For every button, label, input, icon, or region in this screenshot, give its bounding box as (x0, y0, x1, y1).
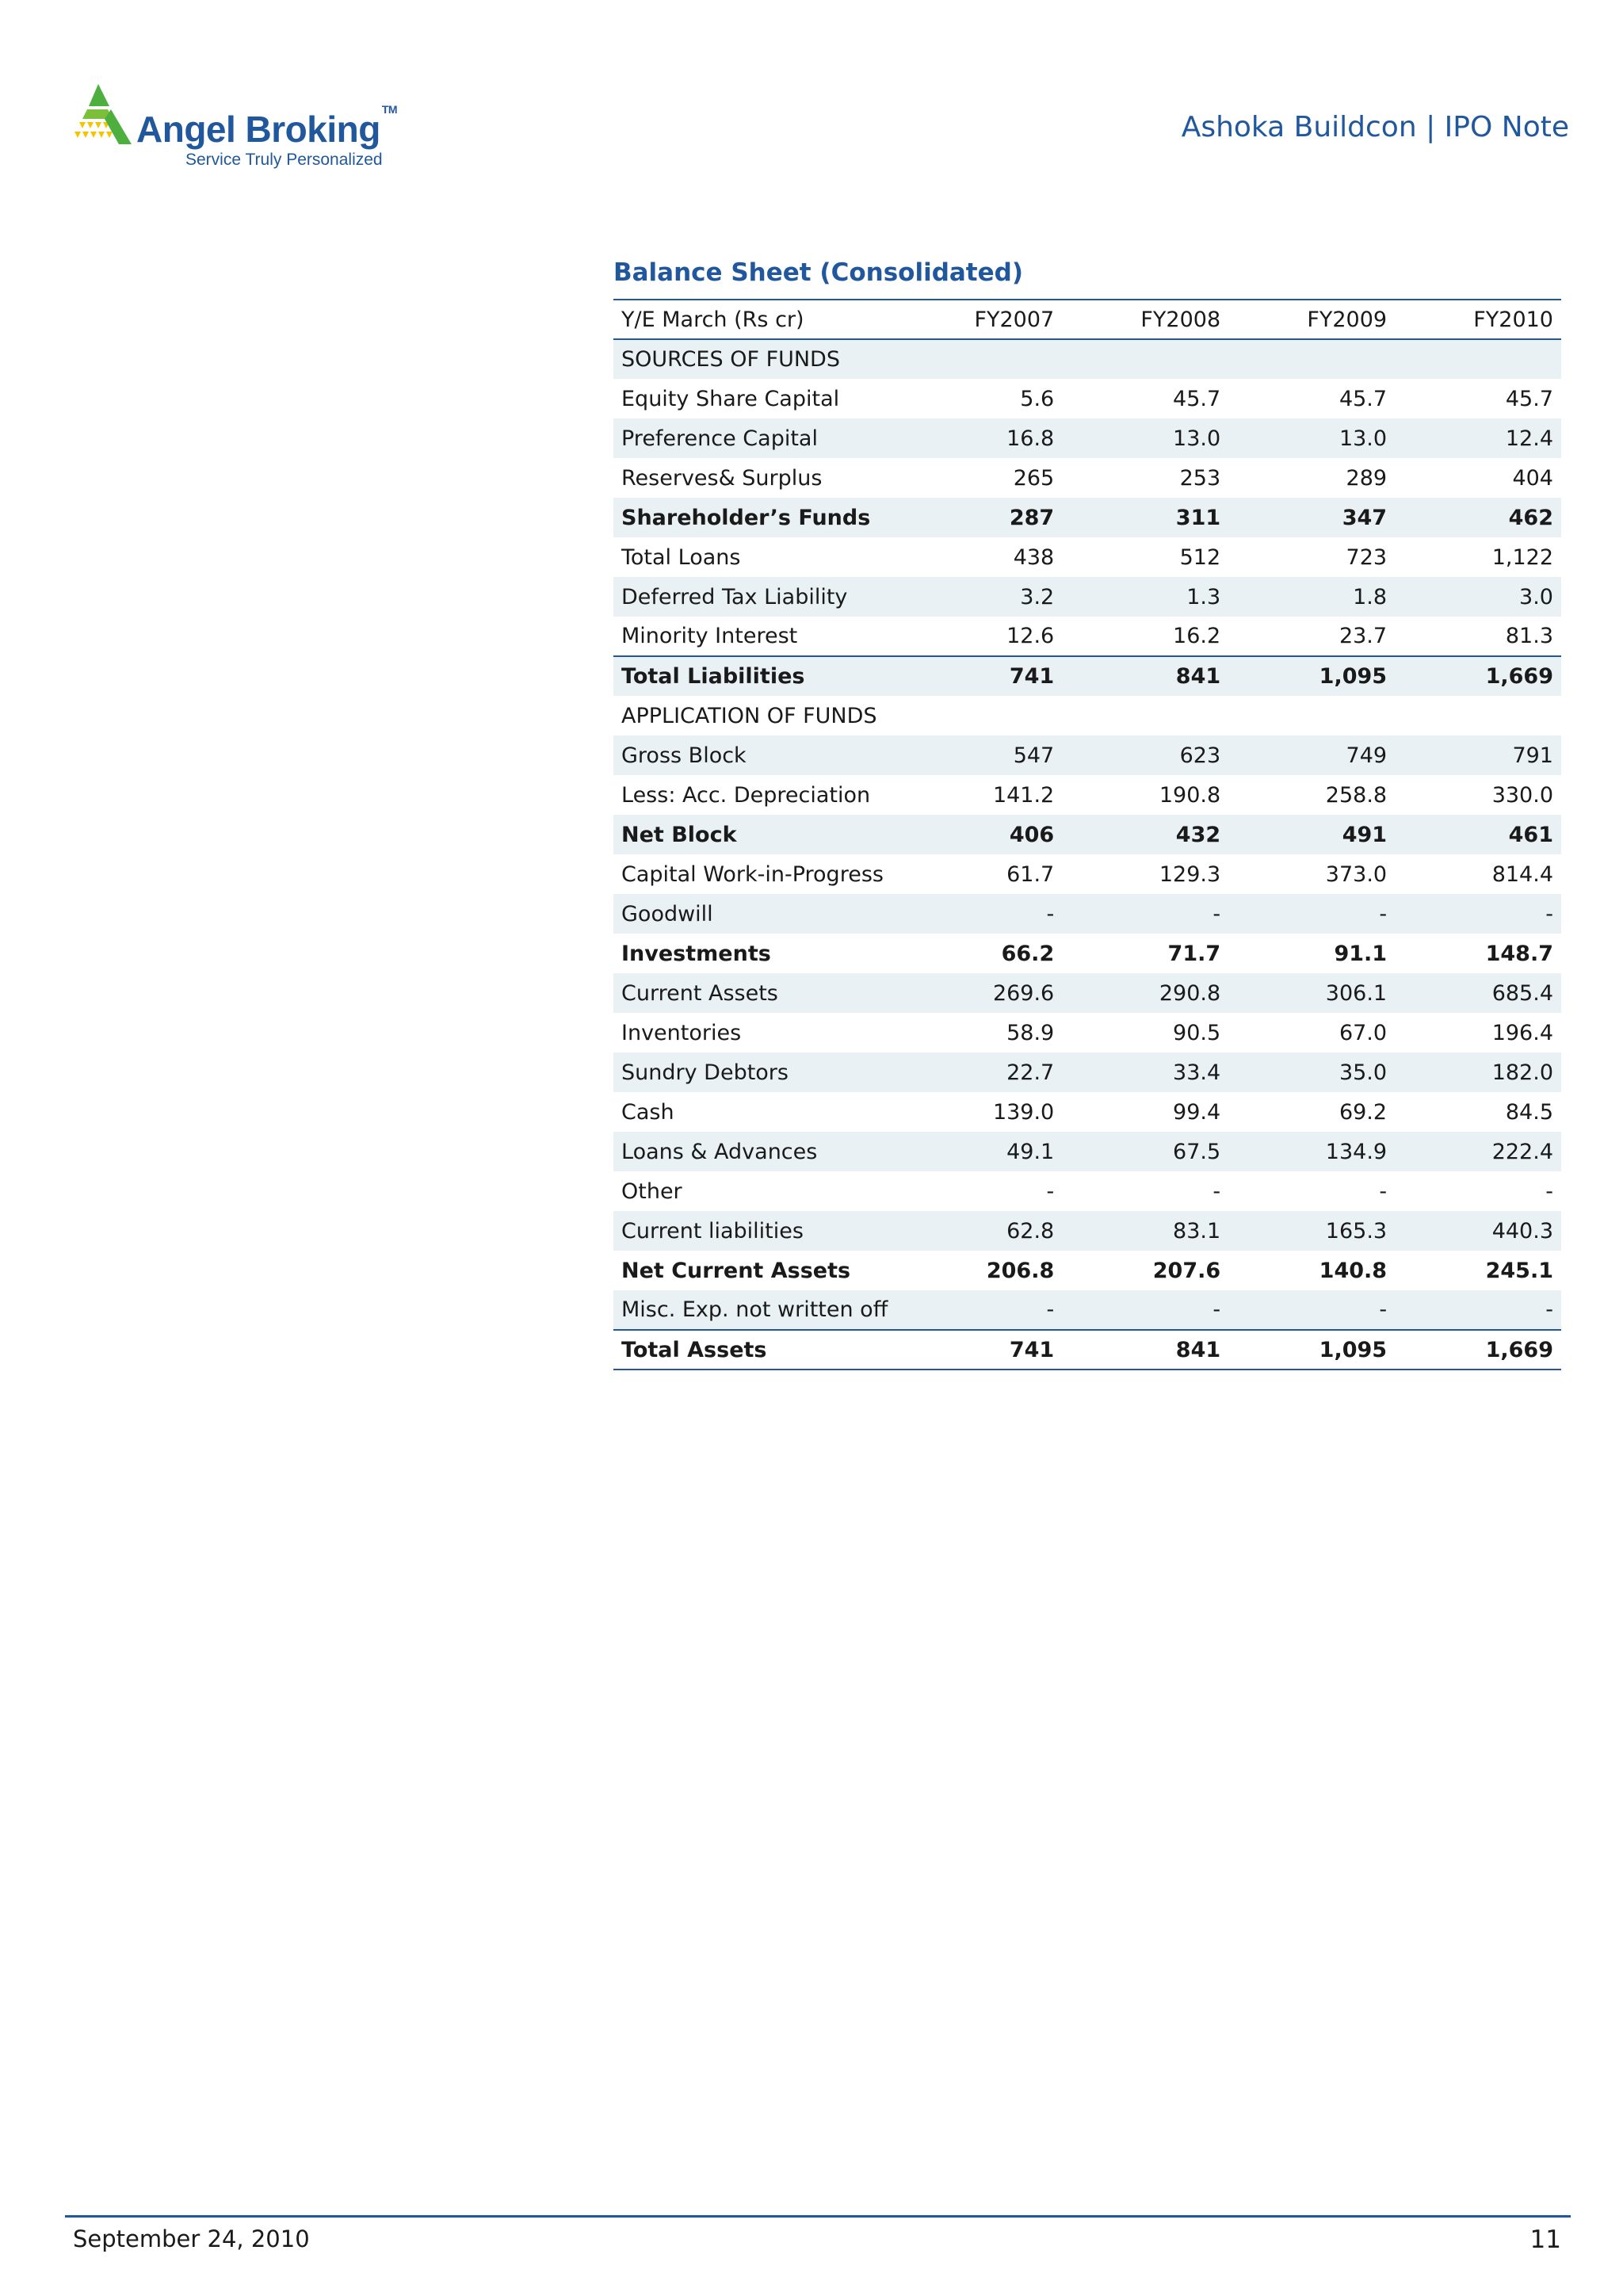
table-row (613, 1290, 1561, 1330)
table-row (613, 815, 1561, 854)
row-value: 685.4 (1395, 973, 1561, 1013)
row-value: 49.1 (896, 1132, 1062, 1171)
row-value: - (1228, 1290, 1395, 1330)
row-value: 222.4 (1395, 1132, 1561, 1171)
footer-rule (65, 2215, 1571, 2218)
row-value: 13.0 (1062, 418, 1228, 458)
table-body (613, 339, 1561, 1370)
table-row (613, 418, 1561, 458)
row-value (896, 339, 1062, 379)
row-value: 258.8 (1325, 782, 1388, 808)
row-value (1395, 339, 1561, 379)
row-value: 290.8 (1062, 973, 1228, 1013)
table-row (613, 973, 1561, 1013)
row-label: Reserves& Surplus (621, 465, 823, 491)
table-row (613, 577, 1561, 617)
row-value: 13.0 (1228, 418, 1395, 458)
row-value: 814.4 (1491, 861, 1553, 887)
table-row (613, 498, 1561, 537)
brand-tagline: Service Truly Personalized (185, 151, 383, 169)
row-value: 791 (1395, 735, 1561, 775)
row-value: 84.5 (1505, 1099, 1553, 1125)
row-value: - (1046, 1179, 1055, 1204)
row-value: - (1395, 894, 1561, 934)
row-label: APPLICATION OF FUNDS (621, 703, 877, 728)
row-value: 3.0 (1395, 577, 1561, 617)
row-value: 134.9 (1228, 1132, 1395, 1171)
row-label: Total Loans (621, 544, 741, 570)
row-value: 182.0 (1395, 1052, 1561, 1092)
row-label: Goodwill (613, 894, 896, 934)
table-row (613, 854, 1561, 894)
row-value: 5.6 (1020, 386, 1055, 411)
column-header-year: FY2007 (974, 307, 1055, 332)
row-value (1395, 696, 1561, 735)
row-value: 12.6 (1006, 624, 1055, 648)
row-value: 22.7 (896, 1052, 1062, 1092)
row-label: Total Liabilities (613, 656, 896, 696)
page-number: 11 (1529, 2225, 1561, 2254)
row-value: 841 (1175, 1337, 1221, 1362)
row-value: 66.2 (1001, 941, 1055, 966)
row-label: Preference Capital (613, 418, 896, 458)
row-value: 196.4 (1491, 1020, 1553, 1045)
row-value: 67.0 (1338, 1020, 1388, 1045)
row-value: 99.4 (1173, 1099, 1221, 1125)
row-value: - (1379, 1179, 1388, 1204)
row-value: 265 (1013, 465, 1055, 491)
table-row (613, 934, 1561, 973)
row-value: 723 (1346, 544, 1388, 570)
column-header-label: Y/E March (Rs cr) (621, 307, 804, 332)
row-value: 1,669 (1485, 1337, 1553, 1362)
row-value: - (1062, 1290, 1228, 1330)
brand-trademark: TM (381, 103, 398, 116)
row-label: Gross Block (613, 735, 896, 775)
row-value: 35.0 (1228, 1052, 1395, 1092)
row-value: 1.3 (1062, 577, 1228, 617)
row-label: Net Block (613, 815, 896, 854)
column-header-year: FY2008 (1140, 307, 1221, 332)
table-row (613, 1092, 1561, 1132)
row-value: 462 (1395, 498, 1561, 537)
table-row (613, 1052, 1561, 1092)
row-value: 841 (1062, 656, 1228, 696)
row-value: - (1212, 1179, 1221, 1204)
row-value: 311 (1062, 498, 1228, 537)
row-value: 1.8 (1228, 577, 1395, 617)
table-row (613, 537, 1561, 577)
row-value: 1,122 (1491, 544, 1553, 570)
row-value: 1,095 (1228, 656, 1395, 696)
row-value: 91.1 (1334, 941, 1388, 966)
row-value (1228, 339, 1395, 379)
row-value: - (1062, 894, 1228, 934)
row-value: 71.7 (1167, 941, 1221, 966)
row-value: 253 (1179, 465, 1221, 491)
row-value: 61.7 (1006, 861, 1055, 887)
row-value: 287 (896, 498, 1062, 537)
table-row (613, 339, 1561, 379)
row-label: Cash (621, 1099, 674, 1125)
table-row (613, 696, 1561, 735)
row-value: 62.8 (896, 1211, 1062, 1251)
row-value: 23.7 (1338, 624, 1388, 648)
row-value (1062, 696, 1228, 735)
row-label: Investments (621, 941, 771, 966)
row-value: 45.7 (1173, 386, 1221, 411)
row-label: Total Assets (621, 1337, 767, 1362)
row-value: 741 (1009, 1337, 1055, 1362)
row-value: 141.2 (992, 782, 1055, 808)
table-header-row (613, 300, 1561, 339)
row-value: 190.8 (1159, 782, 1221, 808)
row-value: 432 (1062, 815, 1228, 854)
row-value: 491 (1228, 815, 1395, 854)
row-label: Less: Acc. Depreciation (621, 782, 871, 808)
brand-logo (70, 82, 403, 178)
document-header-title: Ashoka Buildcon | IPO Note (1181, 111, 1569, 143)
balance-sheet-table (613, 299, 1561, 1370)
table-row (613, 1251, 1561, 1290)
table-row (613, 458, 1561, 498)
row-value: 269.6 (896, 973, 1062, 1013)
row-value: 512 (1179, 544, 1221, 570)
row-label: Equity Share Capital (621, 386, 840, 411)
row-value: 81.3 (1505, 624, 1553, 648)
row-value: 33.4 (1062, 1052, 1228, 1092)
row-value: 1,669 (1395, 656, 1561, 696)
row-label: Net Current Assets (621, 1258, 851, 1283)
row-value: 547 (896, 735, 1062, 775)
row-value (1228, 696, 1395, 735)
row-value: 129.3 (1159, 861, 1221, 887)
row-value: 404 (1512, 465, 1553, 491)
footer-date: September 24, 2010 (73, 2225, 310, 2252)
row-value: 347 (1228, 498, 1395, 537)
row-value: 16.8 (896, 418, 1062, 458)
row-value: - (896, 1290, 1062, 1330)
row-value: - (1395, 1290, 1561, 1330)
row-label: Other (621, 1179, 682, 1204)
row-label: Deferred Tax Liability (613, 577, 896, 617)
row-value: 289 (1346, 465, 1388, 491)
row-label: Shareholder’s Funds (613, 498, 896, 537)
row-value: - (896, 894, 1062, 934)
brand-name: Angel Broking ™ (136, 103, 398, 150)
row-value: 749 (1228, 735, 1395, 775)
row-label: Capital Work-in-Progress (621, 861, 884, 887)
row-label: Misc. Exp. not written off (613, 1290, 896, 1330)
table-row (613, 1013, 1561, 1052)
table-row (613, 1211, 1561, 1251)
row-value (1062, 339, 1228, 379)
table-row (613, 656, 1561, 696)
table-row (613, 894, 1561, 934)
row-value: 245.1 (1485, 1258, 1553, 1283)
row-value: 461 (1395, 815, 1561, 854)
row-label: Current Assets (613, 973, 896, 1013)
row-value: 12.4 (1395, 418, 1561, 458)
table-row (613, 379, 1561, 418)
table-row (613, 617, 1561, 656)
row-value: 207.6 (1152, 1258, 1221, 1283)
row-value: 139.0 (992, 1099, 1055, 1125)
row-value: 90.5 (1173, 1020, 1221, 1045)
row-value: 438 (1013, 544, 1055, 570)
row-label: Loans & Advances (613, 1132, 896, 1171)
angel-triangle-logo-icon (70, 82, 133, 146)
row-value: 373.0 (1325, 861, 1388, 887)
row-value (896, 696, 1062, 735)
row-label: Sundry Debtors (613, 1052, 896, 1092)
row-label: SOURCES OF FUNDS (613, 339, 896, 379)
row-value: 83.1 (1062, 1211, 1228, 1251)
row-value: 3.2 (896, 577, 1062, 617)
row-value: 69.2 (1338, 1099, 1388, 1125)
row-label: Inventories (621, 1020, 742, 1045)
row-value: 148.7 (1485, 941, 1553, 966)
row-value: 406 (896, 815, 1062, 854)
column-header-year: FY2009 (1307, 307, 1388, 332)
row-value: 440.3 (1395, 1211, 1561, 1251)
row-value: 1,095 (1319, 1337, 1388, 1362)
row-value: - (1228, 894, 1395, 934)
row-label: Minority Interest (621, 624, 798, 648)
row-value: 16.2 (1173, 624, 1221, 648)
row-value: 330.0 (1491, 782, 1553, 808)
row-value: 45.7 (1505, 386, 1553, 411)
table-row (613, 1330, 1561, 1370)
row-value: 140.8 (1319, 1258, 1388, 1283)
row-value: 306.1 (1228, 973, 1395, 1013)
table-row (613, 1132, 1561, 1171)
table-title: Balance Sheet (Consolidated) (613, 258, 1024, 287)
row-value: 741 (896, 656, 1062, 696)
row-label: Current liabilities (613, 1211, 896, 1251)
table-row (613, 735, 1561, 775)
row-value: 165.3 (1228, 1211, 1395, 1251)
table-row (613, 1171, 1561, 1211)
row-value: 67.5 (1062, 1132, 1228, 1171)
row-value: 206.8 (986, 1258, 1055, 1283)
table-row (613, 775, 1561, 815)
row-value: 45.7 (1338, 386, 1388, 411)
row-value: 623 (1062, 735, 1228, 775)
row-value: 58.9 (1006, 1020, 1055, 1045)
column-header-year: FY2010 (1473, 307, 1553, 332)
row-value: - (1545, 1179, 1553, 1204)
